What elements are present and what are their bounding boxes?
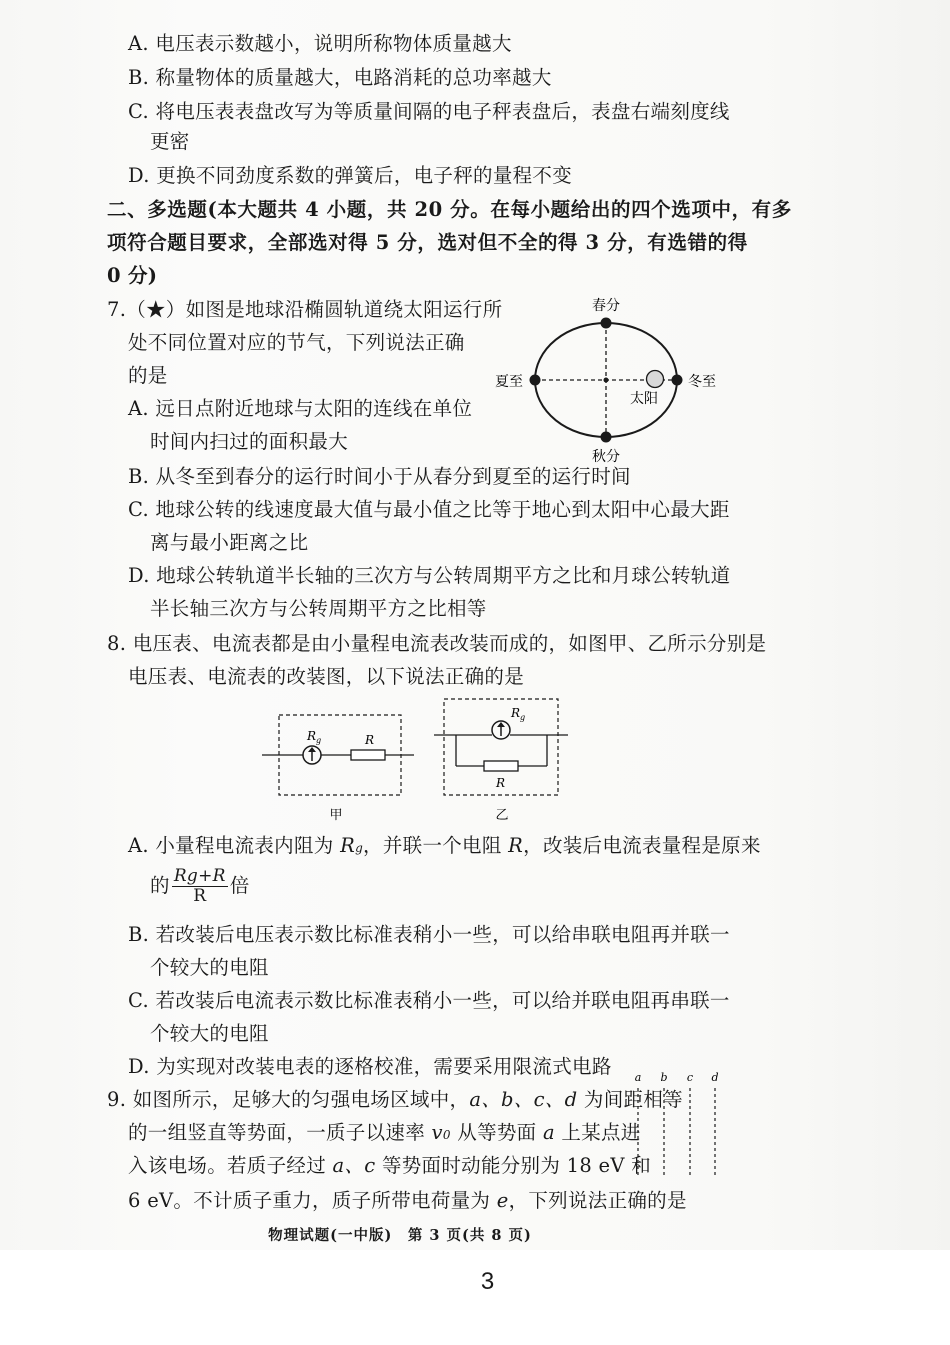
q7-option-a-line1: A. 远日点附近地球与太阳的连线在单位	[128, 397, 473, 420]
q8-stem-line1: 8. 电压表、电流表都是由小量程电流表改装而成的，如图甲、乙所示分别是	[107, 632, 767, 655]
q8-option-a-line1: A. 小量程电流表内阻为 Rg，并联一个电阻 R，改装后电流表量程是原来	[128, 834, 761, 857]
label-r-jia: R	[365, 733, 375, 747]
label-sun: 太阳	[630, 391, 658, 407]
q9-stem-line3: 入该电场。若质子经过 a、c 等势面时动能分别为 18 eV 和	[128, 1154, 652, 1177]
q7-option-d-line2: 半长轴三次方与公转周期平方之比相等	[150, 597, 487, 620]
q7-option-c-line1: C. 地球公转的线速度最大值与最小值之比等于地心到太阳中心最大距	[128, 498, 730, 521]
sun-icon	[647, 371, 664, 388]
earth-summer-position	[530, 375, 541, 386]
q7-option-d-line1: D. 地球公转轨道半长轴的三次方与公转周期平方之比和月球公转轨道	[128, 564, 731, 587]
section2-heading-line3: 0 分)	[107, 264, 158, 287]
q7-stem-line3: 的是	[128, 364, 168, 387]
q9-stem-line1: 9. 如图所示，足够大的匀强电场区域中，a、b、c、d 为间距相等	[107, 1088, 683, 1111]
q8-option-c-line2: 个较大的电阻	[150, 1022, 269, 1045]
orbit-center-dot	[604, 378, 609, 383]
q6-option-c-line1: C. 将电压表表盘改写为等质量间隔的电子秤表盘后，表盘右端刻度线	[128, 100, 730, 123]
orbit-diagram	[488, 290, 728, 470]
label-r-yi: R	[496, 776, 506, 790]
label-surface-d: d	[711, 1071, 719, 1084]
circuit-jia	[262, 715, 414, 823]
q6-option-d: D. 更换不同劲度系数的弹簧后，电子秤的量程不变	[128, 164, 573, 187]
section2-heading-line2: 项符合题目要求，全部选对得 5 分，选对但不全的得 3 分，有选错的得	[107, 231, 748, 254]
q7-stem-line2: 处不同位置对应的节气，下列说法正确	[128, 331, 465, 354]
q7-option-a-line2: 时间内扫过的面积最大	[150, 430, 349, 453]
label-summer-solstice: 夏至	[495, 374, 523, 390]
circuit-yi	[434, 699, 568, 823]
resistor-series	[351, 750, 385, 760]
q8-option-b-line2: 个较大的电阻	[150, 956, 269, 979]
q9-stem-line2: 的一组竖直等势面，一质子以速率 v0 从等势面 a 上某点进	[128, 1121, 641, 1144]
label-jia: 甲	[329, 808, 343, 823]
q8-option-b-line1: B. 若改装后电压表示数比标准表稍小一些，可以给串联电阻再并联一	[128, 923, 730, 946]
q6-option-c-line2: 更密	[150, 130, 190, 153]
earth-autumn-position	[601, 432, 612, 443]
q8-option-d: D. 为实现对改装电表的逐格校准，需要采用限流式电路	[128, 1055, 612, 1078]
label-winter-solstice: 冬至	[688, 374, 716, 390]
page-footer: 物理试题(一中版) 第 3 页(共 8 页)	[268, 1227, 532, 1244]
q8-stem-line2: 电压表、电流表的改装图，以下说法正确的是	[128, 665, 525, 688]
label-autumn-equinox: 秋分	[592, 449, 620, 465]
q7-option-b: B. 从冬至到春分的运行时间小于从春分到夏至的运行时间	[128, 465, 631, 488]
earth-winter-position	[672, 375, 683, 386]
label-surface-a: a	[634, 1071, 642, 1084]
label-rg-jia: $R_g$	[307, 729, 322, 745]
label-spring-equinox: 春分	[592, 298, 620, 314]
q7-stem-line1: 7.（★）如图是地球沿椭圆轨道绕太阳运行所	[107, 298, 503, 321]
label-surface-b: b	[660, 1071, 668, 1084]
meter-conversion-circuits	[262, 695, 572, 825]
earth-spring-position	[601, 318, 612, 329]
label-surface-c: c	[686, 1071, 694, 1084]
q7-option-c-line2: 离与最小距离之比	[150, 531, 309, 554]
page-number: 3	[480, 1268, 495, 1295]
q6-option-a: A. 电压表示数越小，说明所称物体质量越大	[128, 32, 512, 55]
q8-option-a-line2: 的 $\frac{Rg+R}{R}$ 倍	[150, 866, 250, 906]
section2-heading-line1: 二、多选题(本大题共 4 小题，共 20 分。在每小题给出的四个选项中，有多	[107, 198, 792, 221]
fraction: $\frac{Rg+R}{R}$	[173, 866, 226, 906]
q6-option-b: B. 称量物体的质量越大，电路消耗的总功率越大	[128, 66, 552, 89]
resistor-parallel	[484, 761, 518, 771]
label-rg-yi: $R_g$	[511, 706, 526, 722]
label-yi: 乙	[495, 808, 509, 823]
q8-option-c-line1: C. 若改装后电流表示数比标准表稍小一些，可以给并联电阻再串联一	[128, 989, 730, 1012]
q9-stem-line4: 6 eV。不计质子重力，质子所带电荷量为 e，下列说法正确的是	[128, 1189, 687, 1212]
